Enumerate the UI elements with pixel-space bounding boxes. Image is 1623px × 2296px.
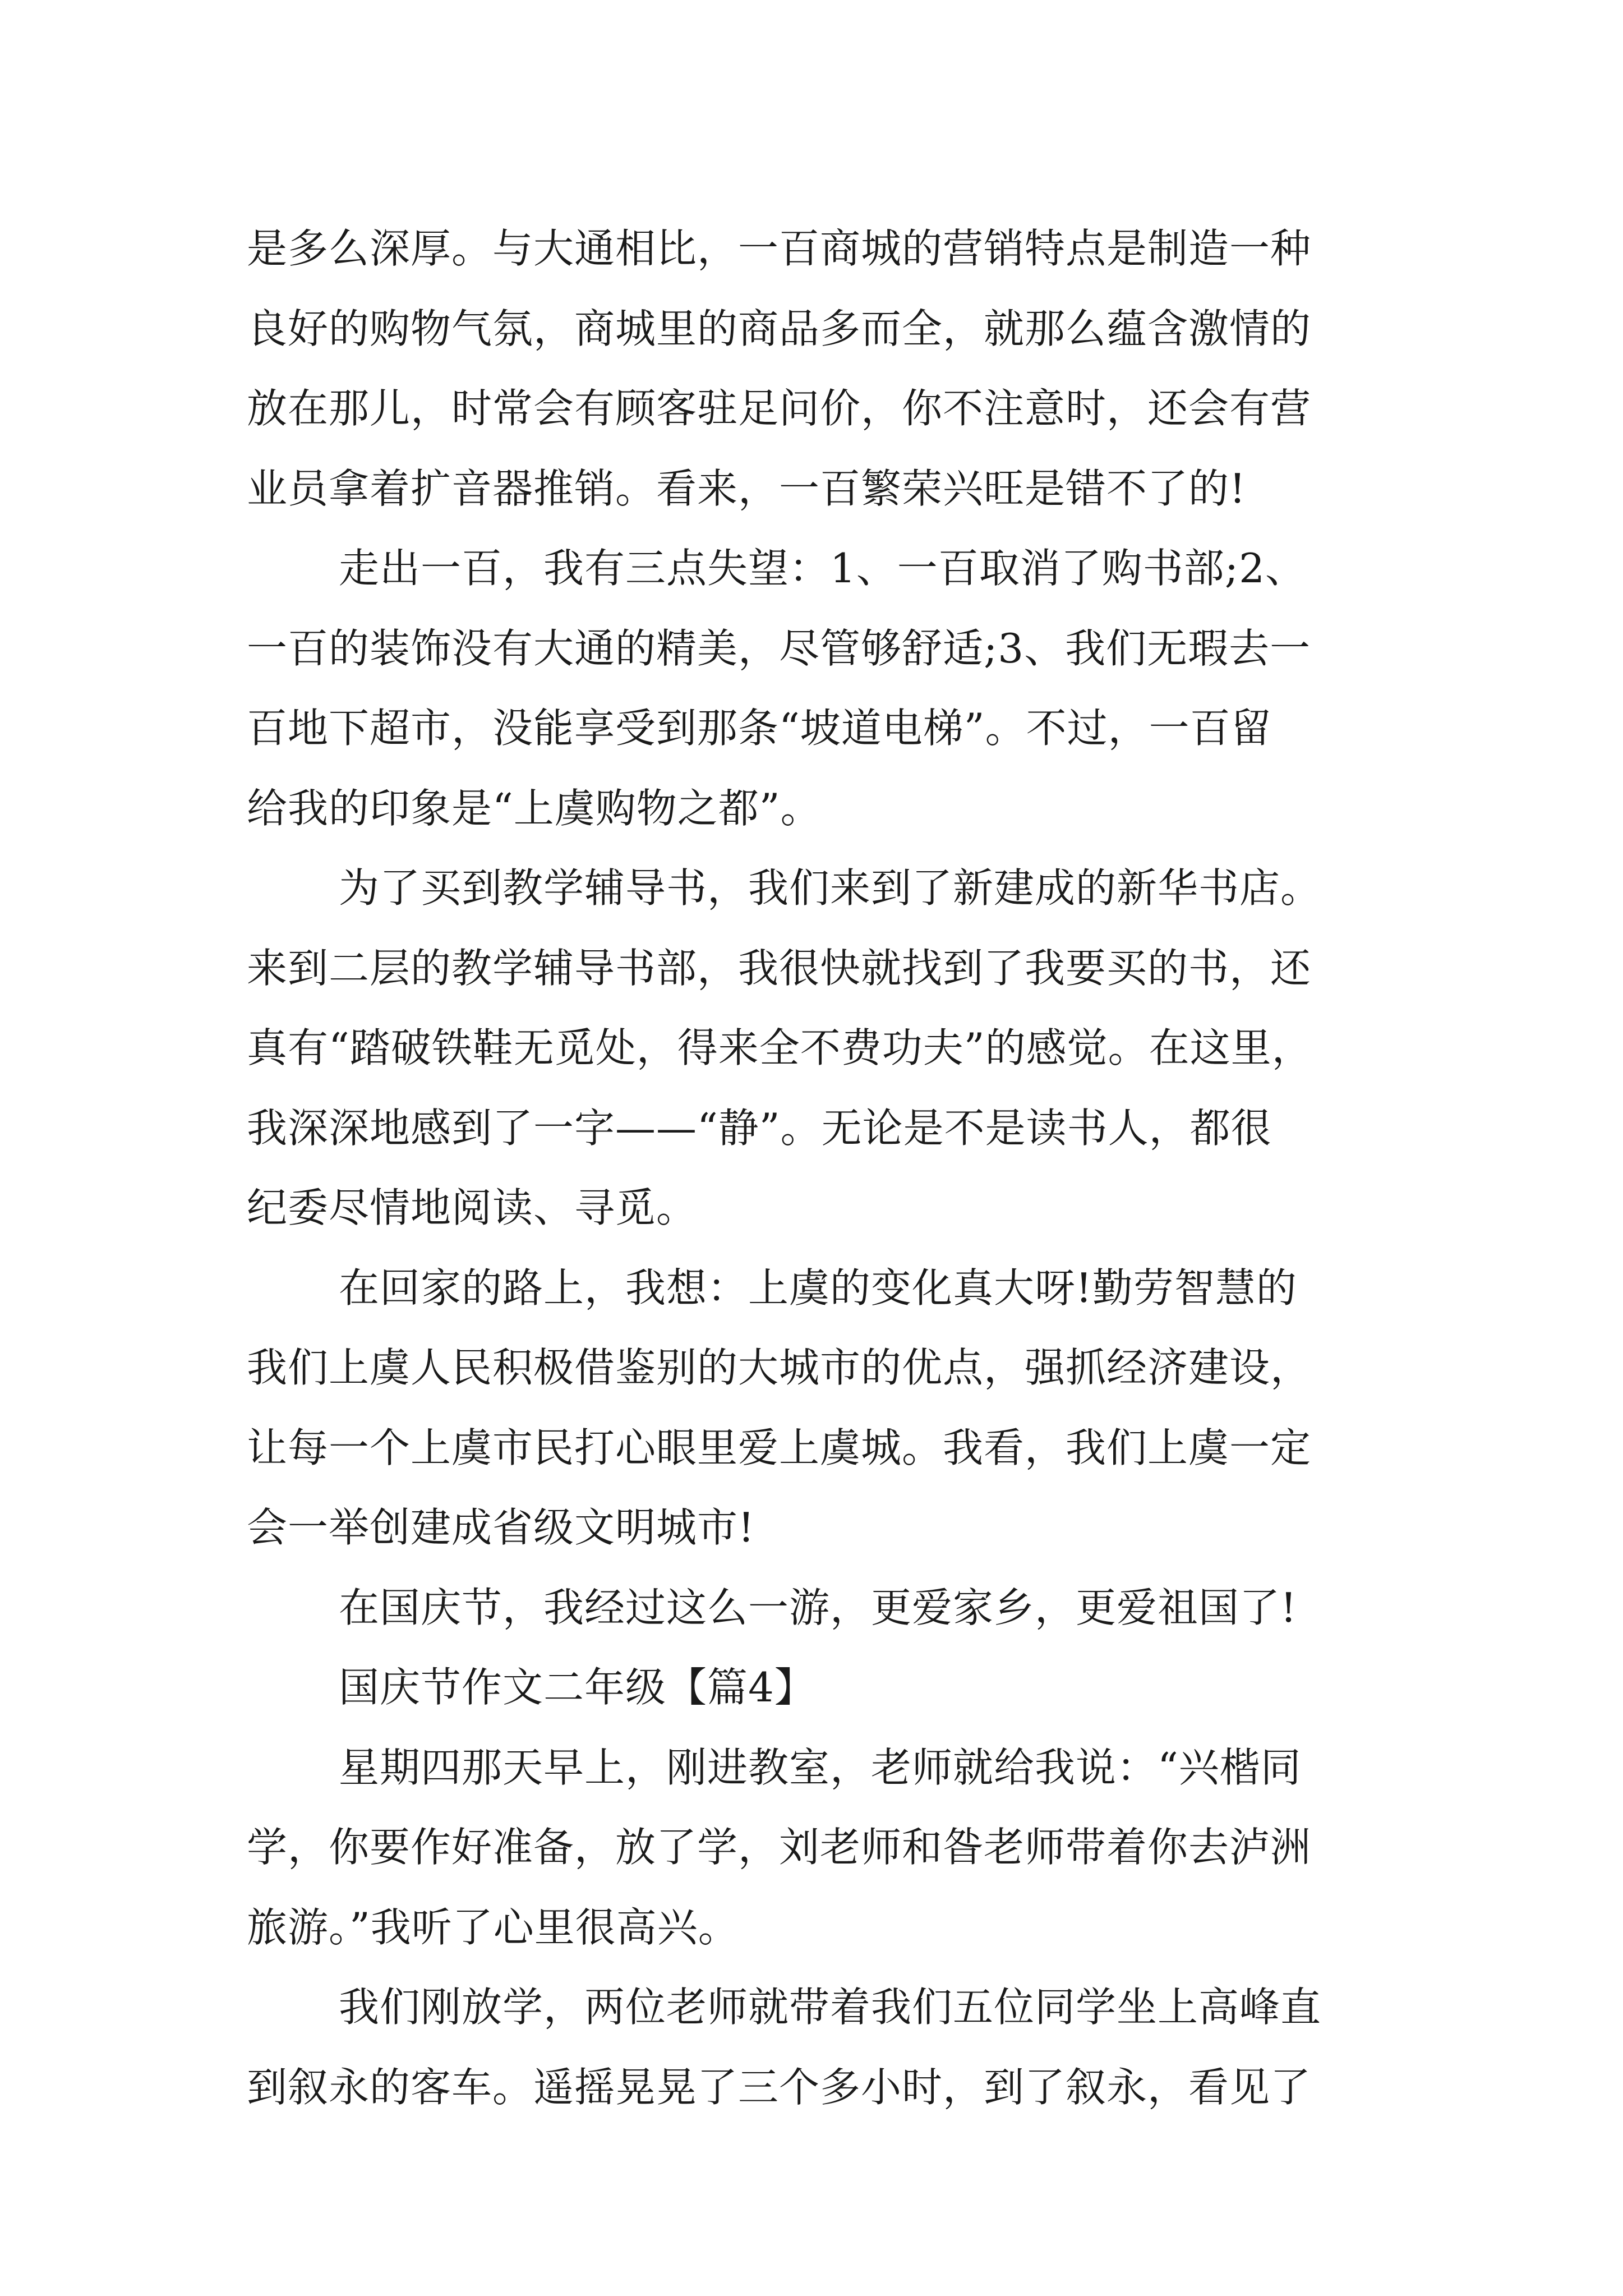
text-line: 学，你要作好准备，放了学，刘老师和昝老师带着你去泸洲 [247, 1824, 1312, 1871]
text-line: 为了买到教学辅导书，我们来到了新建成的新华书店。 [339, 864, 1322, 912]
text-line: 纪委尽情地阅读、寻觅。 [247, 1184, 698, 1231]
text-line: 到叙永的客车。遥摇晃晃了三个多小时，到了叙永，看见了 [247, 2063, 1312, 2111]
text-line: 星期四那天早上，刚进教室，老师就给我说：“兴楷同 [339, 1743, 1302, 1791]
text-line: 会一举创建成省级文明城市! [247, 1504, 755, 1551]
text-line: 在国庆节，我经过这么一游，更爱家乡，更爱祖国了! [339, 1584, 1297, 1631]
text-line: 业员拿着扩音器推销。看来，一百繁荣兴旺是错不了的! [247, 464, 1246, 512]
text-line: 让每一个上虞市民打心眼里爱上虞城。我看，我们上虞一定 [247, 1424, 1312, 1471]
text-line: 真有“踏破铁鞋无觅处，得来全不费功夫”的感觉。在这里， [247, 1024, 1313, 1071]
text-line: 我深深地感到了一字——“静”。无论是不是读书人，都很 [247, 1104, 1272, 1152]
section-heading: 国庆节作文二年级【篇4】 [339, 1664, 815, 1711]
text-line: 良好的购物气氛，商城里的商品多而全，就那么蕴含激情的 [247, 305, 1312, 352]
text-line: 走出一百，我有三点失望：1、一百取消了购书部;2、 [339, 545, 1306, 592]
text-line: 旅游。”我听了心里很高兴。 [247, 1903, 739, 1951]
text-line: 我们刚放学，两位老师就带着我们五位同学坐上高峰直 [339, 1984, 1322, 2031]
text-line: 一百的装饰没有大通的精美，尽管够舒适;3、我们无瑕去一 [247, 624, 1311, 672]
text-line: 给我的印象是“上虞购物之都”。 [247, 784, 822, 832]
text-line: 在回家的路上，我想：上虞的变化真大呀!勤劳智慧的 [339, 1264, 1297, 1312]
text-line: 放在那儿，时常会有顾客驻足问价，你不注意时，还会有营 [247, 385, 1312, 432]
text-line: 来到二层的教学辅导书部，我很快就找到了我要买的书，还 [247, 944, 1312, 992]
document-body [247, 209, 1391, 2127]
text-line: 是多么深厚。与大通相比，一百商城的营销特点是制造一种 [247, 225, 1312, 272]
text-line: 我们上虞人民积极借鉴别的大城市的优点，强抓经济建设， [247, 1344, 1312, 1391]
text-line: 百地下超市，没能享受到那条“坡道电梯”。不过，一百留 [247, 705, 1272, 752]
